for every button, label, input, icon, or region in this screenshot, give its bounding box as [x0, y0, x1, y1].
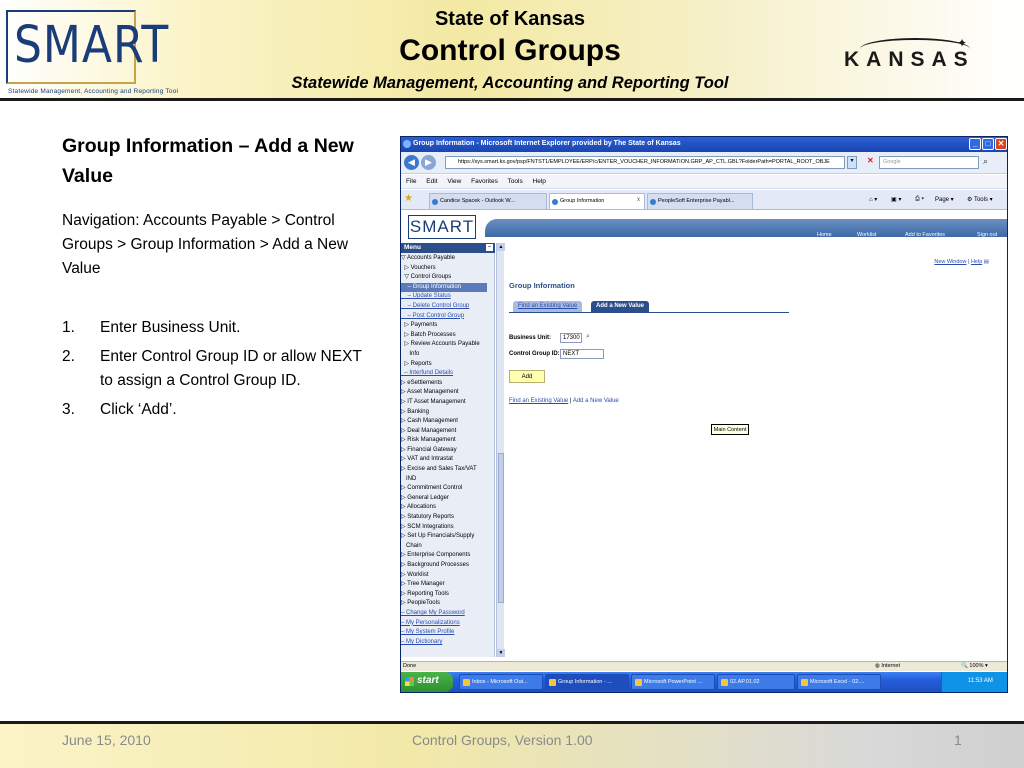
- menu-item[interactable]: ▷ Batch Processes: [401, 331, 456, 338]
- step-number: 3.: [62, 401, 75, 418]
- menu-title: Menu: [404, 244, 421, 251]
- menu-tools[interactable]: Tools: [507, 178, 523, 185]
- maximize-button[interactable]: □: [982, 138, 994, 150]
- scroll-thumb[interactable]: [498, 453, 504, 603]
- menu-list: [401, 254, 487, 647]
- menu-item[interactable]: ▷ Cash Management: [401, 418, 458, 425]
- menu-item[interactable]: ▷ Statutory Reports: [401, 514, 454, 521]
- scroll-up-icon[interactable]: ▲: [498, 244, 504, 250]
- menu-item[interactable]: ▷ Allocations: [401, 504, 436, 511]
- menu-item[interactable]: ▷ eSettlements: [401, 379, 443, 386]
- business-unit-label: Business Unit:: [509, 335, 552, 341]
- menu-item[interactable]: – Interfund Details: [401, 370, 454, 377]
- browser-status-bar: [401, 661, 1007, 671]
- home-link[interactable]: Home: [817, 232, 832, 238]
- address-dropdown[interactable]: ▾: [847, 156, 857, 169]
- menu-file[interactable]: File: [406, 178, 417, 185]
- ie-icon: [432, 199, 438, 205]
- page-title: Group Information: [509, 281, 575, 290]
- menu-item[interactable]: ▷ Payments: [401, 322, 438, 329]
- logo-tagline: Statewide Management, Accounting and Reporting Tool: [8, 88, 179, 95]
- steps-list: [62, 316, 362, 427]
- find-existing-value-link[interactable]: Find an Existing Value: [509, 398, 569, 404]
- feeds-icon[interactable]: ▣ ▾: [891, 197, 902, 203]
- menu-item[interactable]: ▷ Reports: [401, 360, 432, 367]
- tab-add-new-value[interactable]: Add a New Value: [591, 301, 649, 312]
- search-icon[interactable]: ⌕: [983, 156, 989, 166]
- smart-logo: [6, 10, 179, 95]
- windows-taskbar: [401, 672, 1007, 692]
- browser-window: [400, 136, 1008, 693]
- taskbar-item-outlook[interactable]: [459, 674, 543, 690]
- ie-icon: [552, 199, 558, 205]
- address-bar-row: [401, 152, 1007, 174]
- main-content: [505, 243, 1007, 657]
- add-to-favorites-link[interactable]: Add to Favorites: [905, 232, 946, 238]
- slide-title: Group Information – Add a New Value: [62, 135, 354, 187]
- search-input[interactable]: Google: [879, 156, 979, 169]
- menu-item[interactable]: ▷ Tree Manager: [401, 581, 445, 588]
- ie-icon: [403, 140, 411, 148]
- browser-title-bar: [401, 137, 1007, 152]
- window-title: Group Information - Microsoft Internet Explorer provided by The State of Kansas: [413, 140, 681, 147]
- menu-item[interactable]: – My Personalizations: [401, 619, 460, 626]
- step-text: Enter Business Unit.: [100, 319, 241, 336]
- slide-footer: [0, 721, 1024, 768]
- menu-item[interactable]: ▷ Background Processes: [401, 562, 469, 568]
- start-label: start: [417, 675, 439, 686]
- favorites-star-icon[interactable]: ★: [404, 193, 413, 204]
- footer-version: Control Groups, Version 1.00: [412, 732, 593, 748]
- step-number: 2.: [62, 348, 75, 365]
- stop-icon[interactable]: ✕: [867, 156, 874, 165]
- menu-item[interactable]: – My Dictionary: [401, 638, 443, 645]
- browser-menu-bar: [401, 175, 1007, 189]
- menu-item[interactable]: ▽ Control Groups: [401, 274, 452, 281]
- forward-button[interactable]: ▶: [421, 155, 436, 170]
- start-button[interactable]: [401, 672, 453, 692]
- ie-icon: [650, 199, 656, 205]
- taskbar-item-excel[interactable]: [797, 674, 881, 690]
- excel-icon: [801, 679, 808, 686]
- menu-item[interactable]: ▷ Deal Management: [401, 427, 457, 434]
- tab-outlook[interactable]: [429, 193, 547, 209]
- close-button[interactable]: ✕: [995, 138, 1007, 150]
- step-item: [62, 316, 362, 340]
- menu-item[interactable]: – Group Information: [401, 283, 487, 293]
- page-tabs: [509, 301, 789, 313]
- menu-item[interactable]: ▷ SCM Integrations: [401, 523, 454, 530]
- add-button[interactable]: Add: [509, 370, 545, 383]
- outlook-icon: [463, 679, 470, 686]
- menu-item[interactable]: – Update Status: [401, 293, 451, 300]
- taskbar-item-group-information[interactable]: [545, 674, 629, 690]
- step-text: Click ‘Add’.: [100, 401, 177, 418]
- app-logo: SMART: [408, 215, 476, 239]
- back-button[interactable]: ◀: [404, 155, 419, 170]
- app-header-links: [401, 231, 1007, 243]
- menu-item[interactable]: ▷ Set Up Financials/Supply: [401, 533, 475, 540]
- footer-date: June 15, 2010: [62, 732, 151, 748]
- menu-help[interactable]: Help: [532, 178, 546, 185]
- powerpoint-icon: [635, 679, 642, 686]
- tab-label: Candice Spacek - Outlook W...: [440, 198, 515, 204]
- menu-view[interactable]: View: [447, 178, 462, 185]
- zone-label: Internet: [881, 663, 900, 669]
- kansas-star-icon: ✦: [957, 36, 968, 50]
- tab-label: PeopleSoft Enterprise Payabl...: [658, 198, 735, 204]
- app-header: [401, 211, 1007, 243]
- menu-item[interactable]: ▷ Reporting Tools: [401, 590, 449, 597]
- step-number: 1.: [62, 319, 75, 336]
- minimize-button[interactable]: _: [969, 138, 981, 150]
- bottom-links: Find an Existing Value | Add a New Value: [509, 398, 619, 404]
- menu-item[interactable]: Chain: [401, 542, 422, 549]
- menu-item[interactable]: ▷ Asset Management: [401, 389, 459, 396]
- system-tray: [941, 672, 1007, 692]
- menu-header: [401, 243, 495, 253]
- menu-item[interactable]: ▷ Excise and Sales Tax/VAT: [401, 466, 477, 473]
- status-text: Done: [403, 663, 417, 669]
- menu-item[interactable]: – My System Profile: [401, 629, 455, 636]
- tools-menu-label: Tools: [973, 197, 988, 203]
- tab-label: Group Information: [560, 198, 605, 204]
- collapse-icon[interactable]: –: [487, 244, 492, 250]
- menu-favorites[interactable]: Favorites: [471, 178, 498, 185]
- http-icon[interactable]: ▤: [983, 259, 989, 265]
- worklist-link[interactable]: Worklist: [857, 232, 877, 238]
- add-new-value-link[interactable]: Add a New Value: [572, 398, 619, 404]
- navigation-path: Navigation: Accounts Payable > Control Groups > Group Information > Add a New Value: [62, 212, 349, 277]
- zoom-label: 100%: [969, 663, 984, 669]
- menu-item[interactable]: IND: [401, 475, 417, 482]
- menu-item[interactable]: ▷ Vouchers: [401, 264, 436, 271]
- menu-item[interactable]: ▷ Financial Gateway: [401, 446, 457, 453]
- header-state: State of Kansas: [434, 8, 586, 30]
- menu-item[interactable]: ▷ General Ledger: [401, 494, 449, 501]
- menu-scrollbar[interactable]: [496, 243, 504, 657]
- address-input[interactable]: https://sys.smart.ks.gov/psp/FNTST1/EMPLOYEE/ERP/c/ENTER_VOUCHER_INFORMATION.GRP_AP_CTL.GBL?FolderPath=PORTAL_ROOT_OBJE: [445, 156, 845, 169]
- menu-item[interactable]: ▷ Review Accounts Payable: [401, 341, 480, 348]
- app-menu-sidebar: [401, 243, 495, 657]
- clock: 11:53 AM: [968, 678, 993, 684]
- help-link[interactable]: Help: [970, 259, 983, 265]
- menu-item[interactable]: ▷ IT Asset Management: [401, 398, 466, 405]
- footer-page-number: 1: [954, 732, 962, 748]
- ie-icon: [549, 679, 556, 686]
- control-group-id-label: Control Group ID:: [509, 351, 560, 357]
- header-subtitle: Statewide Management, Accounting and Reporting Tool: [291, 74, 729, 92]
- menu-item[interactable]: Info: [401, 350, 420, 357]
- menu-item[interactable]: – Delete Control Group: [401, 302, 470, 309]
- control-group-id-input[interactable]: NEXT: [560, 349, 604, 359]
- tools-menu[interactable]: ⚙ Tools ▾: [967, 197, 993, 203]
- scroll-down-icon[interactable]: ▼: [498, 650, 504, 656]
- tab-find-existing-value[interactable]: Find an Existing Value: [513, 301, 582, 312]
- kansas-logo: KANSAS: [844, 48, 975, 71]
- menu-item[interactable]: ▷ Enterprise Components: [401, 552, 471, 559]
- taskbar-item-folder[interactable]: [717, 674, 795, 690]
- taskbar-item-powerpoint[interactable]: [631, 674, 715, 690]
- taskbar-item-label: Microsoft Excel - 02....: [810, 679, 865, 685]
- menu-item[interactable]: – Post Control Group: [401, 312, 465, 319]
- browser-tab-strip: [401, 190, 1007, 210]
- close-tab-icon[interactable]: x: [637, 197, 640, 203]
- sign-out-link[interactable]: Sign out: [977, 232, 998, 238]
- page-menu[interactable]: Page ▾: [935, 197, 954, 203]
- logo-word: SMART: [14, 16, 170, 75]
- taskbar-item-label: Microsoft PowerPoint ...: [644, 679, 703, 685]
- tab-peoplesoft[interactable]: [647, 193, 753, 209]
- taskbar-item-label: Inbox - Microsoft Out...: [472, 679, 528, 685]
- menu-item[interactable]: ▷ Banking: [401, 408, 429, 415]
- header-title: Control Groups: [399, 34, 621, 67]
- menu-item[interactable]: ▷ PeopleTools: [401, 600, 440, 607]
- business-unit-input[interactable]: 17300: [560, 333, 582, 343]
- security-zone: ◍ Internet: [875, 663, 900, 669]
- step-item: [62, 398, 362, 422]
- step-text: Enter Control Group ID or allow NEXT to assign a Control Group ID.: [100, 348, 362, 389]
- menu-item[interactable]: ▷ VAT and Intrastat: [401, 456, 453, 463]
- main-content-callout: Main Content: [711, 424, 749, 435]
- menu-edit[interactable]: Edit: [426, 178, 438, 185]
- windows-flag-icon: [405, 677, 414, 686]
- menu-item[interactable]: ▷ Commitment Control: [401, 485, 463, 492]
- menu-item[interactable]: – Change My Password: [401, 609, 465, 616]
- menu-item[interactable]: ▷ Risk Management: [401, 437, 456, 444]
- zoom-control[interactable]: 🔍 100% ▾: [961, 663, 988, 669]
- home-icon[interactable]: ⌂ ▾: [869, 197, 878, 203]
- tab-group-information[interactable]: [549, 193, 645, 209]
- folder-icon: [721, 679, 728, 686]
- lookup-icon[interactable]: ⌕: [586, 333, 590, 340]
- print-icon[interactable]: ⎙ ▾: [915, 196, 924, 202]
- page-menu-label: Page: [935, 197, 950, 203]
- taskbar-item-label: 02.AP.01.02: [730, 679, 760, 685]
- new-window-link[interactable]: New Window: [934, 259, 967, 265]
- top-right-links: New Window | Help ▤: [934, 259, 989, 265]
- taskbar-item-label: Group Information - ...: [558, 679, 612, 685]
- step-item: [62, 345, 362, 393]
- menu-item[interactable]: ▽ Accounts Payable: [401, 255, 455, 261]
- slide-header: [0, 0, 1024, 101]
- menu-item[interactable]: ▷ Worklist: [401, 571, 429, 578]
